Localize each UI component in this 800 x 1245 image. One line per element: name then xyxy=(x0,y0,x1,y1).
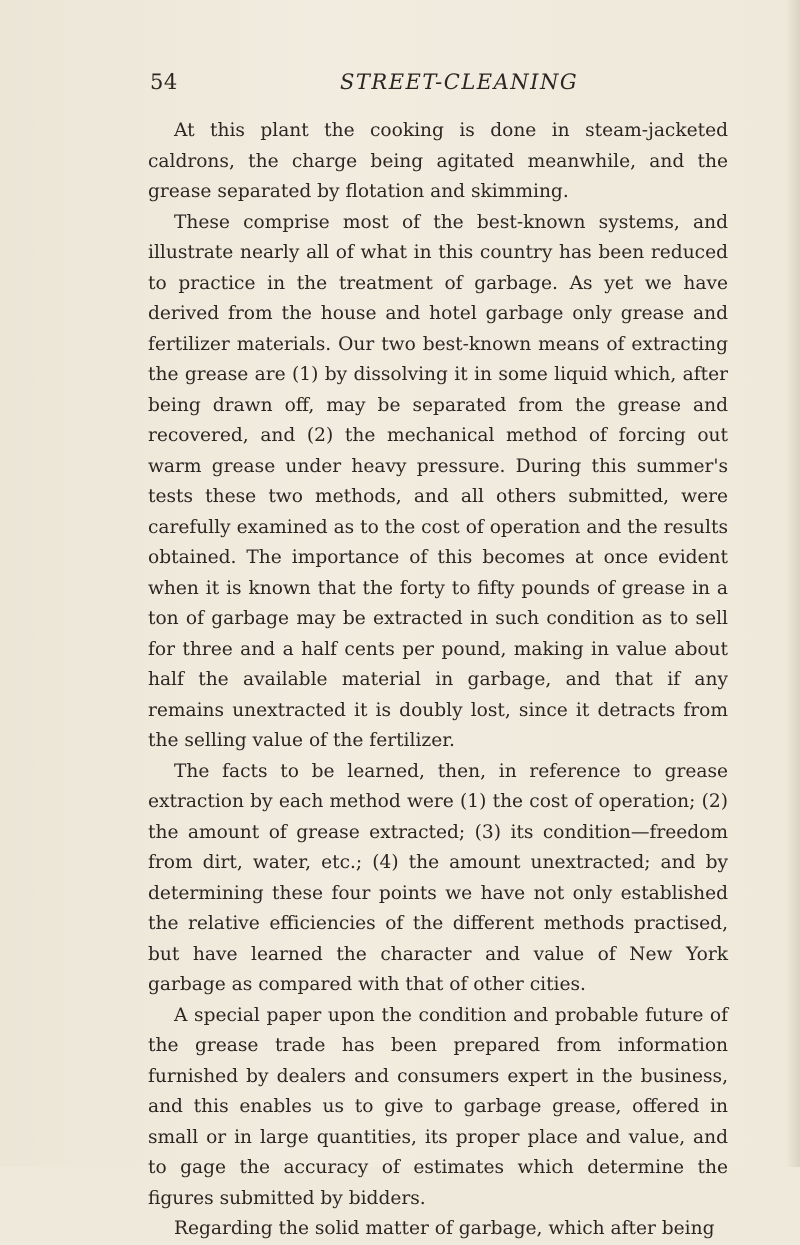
paragraph-3: The facts to be learned, then, in reference to grease extraction by each method were (1) the cost of operation; (2) the amount of grease extracted; (3) its condition—freedom from dirt, water, etc.; (4) the amount unextracted; and by determining these four points we have not only established the relative efficiencies of the different methods practised, but have learned the character and value of New York garbage as compared with that of other cities. xyxy=(148,760,728,995)
paragraph-5: Regarding the solid matter of garbage, which after being xyxy=(174,1218,715,1239)
paragraph-2: These comprise most of the best-known systems, and illustrate nearly all of what in this country has been reduced to practice in the treatment of garbage. As yet we have derived from the house and hotel garbage only grease and fertilizer materials. Our two best-known means of extracting the grease are (1) by dissolving it in some liquid which, after being drawn off, may be separated from the grease and recovered, and (2) the mechanical method of forcing out warm grease under heavy pressure. During this summer's tests these two methods, and all others submitted, were carefully examined as to the cost of operation and the results obtained. The importance of this becomes at once evident when it is known that the forty to fifty pounds of grease in a ton of garbage may be extracted in such condition as to sell for three and a half cents per pound, making in value about half the available material in garbage, and that if any remains unextracted it is doubly lost, since it detracts from the selling value of the fertilizer. xyxy=(148,211,728,751)
body-text xyxy=(148,116,728,1245)
page-number: 54 xyxy=(150,70,178,94)
paragraph-4: A special paper upon the condition and probable future of the grease trade has been prepared from information furnished by dealers and consumers expert in the business, and this enables us to give to garbage grease, offered in small or in large quantities, its proper place and value, and to gage the accuracy of estimates which determine the figures submitted by bidders. xyxy=(148,1004,728,1209)
page-edge-shadow xyxy=(786,0,800,1167)
paragraph-1: At this plant the cooking is done in steam-jacketed caldrons, the charge being agitated meanwhile, and the grease separated by flotation and skimming. xyxy=(148,120,728,202)
running-head xyxy=(150,70,730,100)
running-title: STREET-CLEANING xyxy=(340,70,579,94)
